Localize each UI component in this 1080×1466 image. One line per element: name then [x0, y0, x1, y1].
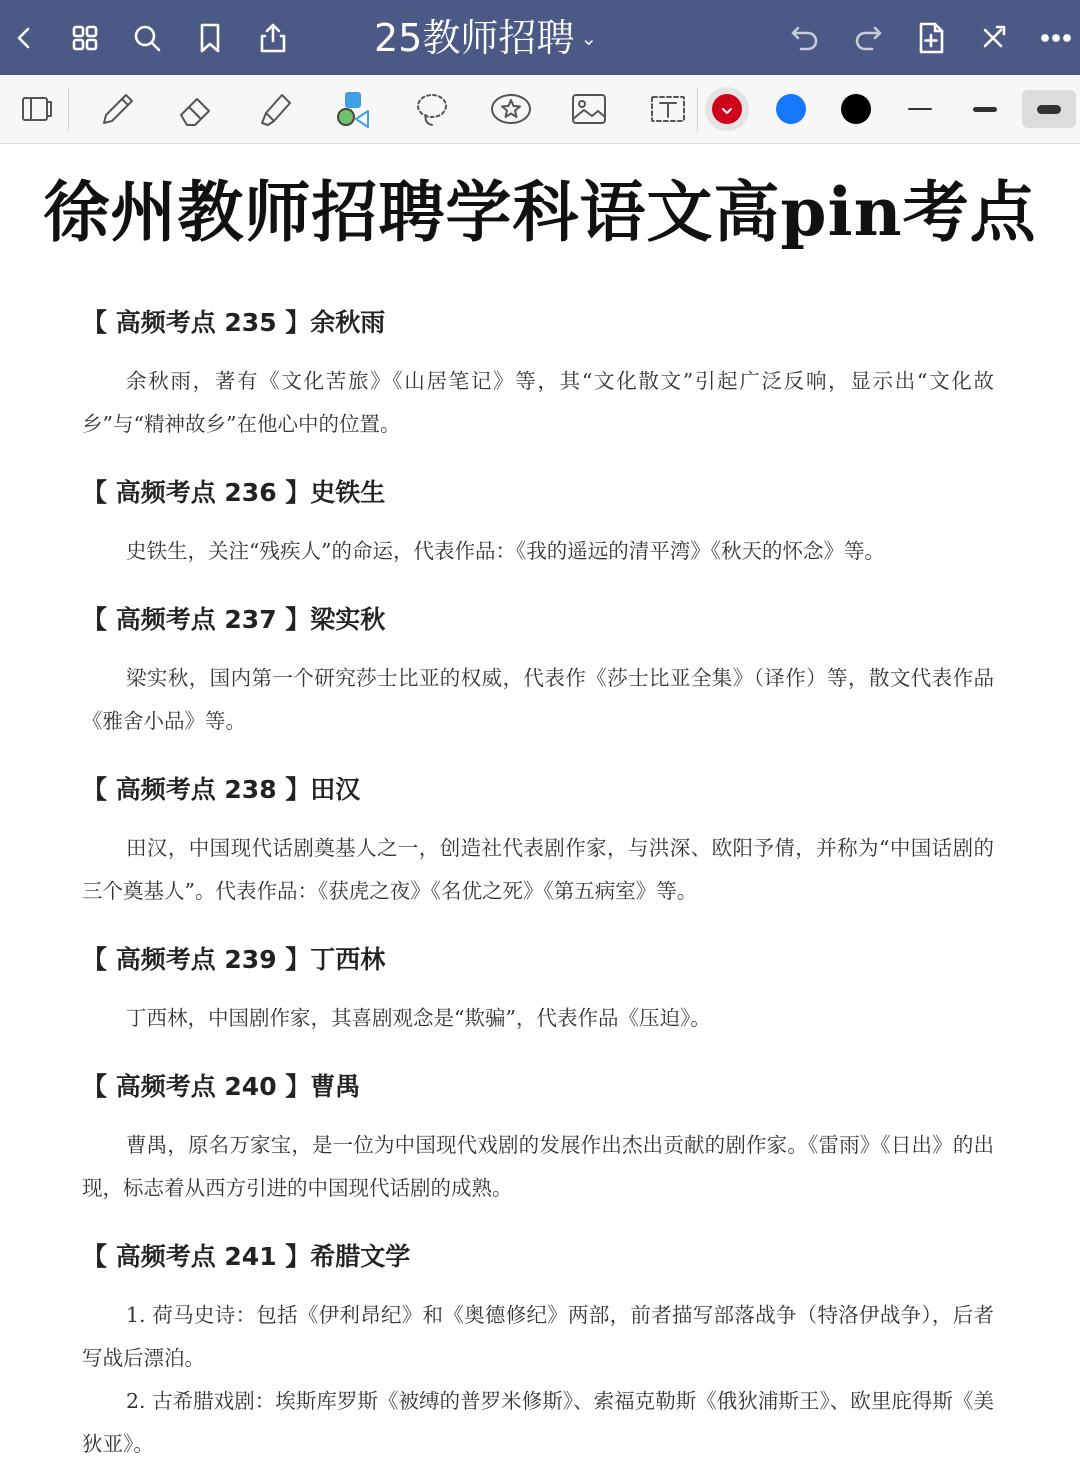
shapes-icon[interactable] — [326, 83, 380, 135]
section-paragraph: 曹禺，原名万家宝，是一位为中国现代戏剧的发展作出杰出贡献的剧作家。《雷雨》《日出》的出现，标志着从西方引进的中国现代话剧的成熟。 — [82, 1133, 994, 1200]
text-icon[interactable] — [641, 83, 695, 135]
section-paragraph: 田汉，中国现代话剧奠基人之一，创造社代表剧作家，与洪深、欧阳予倩，并称为“中国话剧的三个奠基人”。代表作品：《获虎之夜》《名优之死》《第五病室》等。 — [82, 836, 994, 903]
close-icon[interactable] — [969, 12, 1017, 64]
section-heading: 【 高频考点 240 】曹禺 — [82, 1072, 361, 1101]
section-heading: 【 高频考点 236 】史铁生 — [82, 478, 386, 507]
top-app-bar — [0, 0, 1080, 75]
grid-icon[interactable] — [61, 12, 109, 64]
section-paragraph: 余秋雨，著有《文化苦旅》《山居笔记》等，其“文化散文”引起广泛反响，显示出“文化故乡”与“精神故乡”在他心中的位置。 — [82, 369, 994, 436]
section-paragraph: 梁实秋，国内第一个研究莎士比亚的权威，代表作《莎士比亚全集》（译作）等，散文代表作品《雅舍小品》等。 — [82, 666, 994, 733]
undo-icon[interactable] — [781, 12, 829, 64]
pen-icon[interactable] — [89, 83, 143, 135]
stroke-width-thick-selected[interactable] — [1022, 90, 1076, 128]
color-swatch-blue[interactable] — [776, 94, 806, 124]
redo-icon[interactable] — [844, 12, 892, 64]
chevron-down-icon — [721, 107, 733, 115]
eraser-icon[interactable] — [168, 83, 222, 135]
add-page-icon[interactable] — [907, 12, 955, 64]
color-swatch-black[interactable] — [841, 94, 871, 124]
annotation-toolbar — [0, 75, 1080, 144]
sticker-icon[interactable] — [484, 83, 538, 135]
section-paragraph: 1. 荷马史诗：包括《伊利昂纪》和《奥德修纪》两部，前者描写部落战争（特洛伊战争），后者写战后漂泊。 — [82, 1303, 994, 1370]
document-content — [82, 300, 994, 1466]
section-heading: 【 高频考点 241 】希腊文学 — [82, 1242, 411, 1271]
section-paragraph: 2. 古希腊戏剧：埃斯库罗斯《被缚的普罗米修斯》、索福克勒斯《俄狄浦斯王》、欧里庇得斯《美狄亚》。 — [82, 1389, 994, 1456]
back-icon[interactable] — [0, 12, 48, 64]
section-heading: 【 高频考点 237 】梁实秋 — [82, 605, 386, 634]
page-view-icon[interactable] — [10, 83, 64, 135]
section-heading: 【 高频考点 239 】丁西林 — [82, 945, 386, 974]
section-paragraph: 丁西林，中国剧作家，其喜剧观念是“欺骗”，代表作品《压迫》。 — [126, 1006, 711, 1030]
section-heading: 【 高频考点 238 】田汉 — [82, 775, 361, 804]
highlighter-icon[interactable] — [247, 83, 301, 135]
more-icon[interactable] — [1032, 12, 1080, 64]
search-icon[interactable] — [123, 12, 171, 64]
document-title: 25教师招聘 — [374, 16, 575, 60]
toolbar-divider — [68, 87, 69, 131]
toolbar-divider — [697, 87, 698, 131]
stroke-width-medium[interactable] — [958, 90, 1012, 128]
share-icon[interactable] — [249, 12, 297, 64]
lasso-icon[interactable] — [405, 83, 459, 135]
bookmark-icon[interactable] — [186, 12, 234, 64]
document-title-dropdown[interactable] — [374, 14, 597, 62]
image-icon[interactable] — [562, 83, 616, 135]
page-title: 徐州教师招聘学科语文高pin考点 — [43, 173, 1037, 251]
chevron-down-icon: ⌄ — [580, 26, 598, 50]
color-swatch-red-selected[interactable] — [705, 87, 749, 131]
section-heading: 【 高频考点 235 】余秋雨 — [82, 308, 386, 337]
section-paragraph: 史铁生，关注“残疾人”的命运，代表作品：《我的遥远的清平湾》《秋天的怀念》等。 — [126, 539, 885, 563]
stroke-width-thin[interactable] — [893, 90, 947, 128]
